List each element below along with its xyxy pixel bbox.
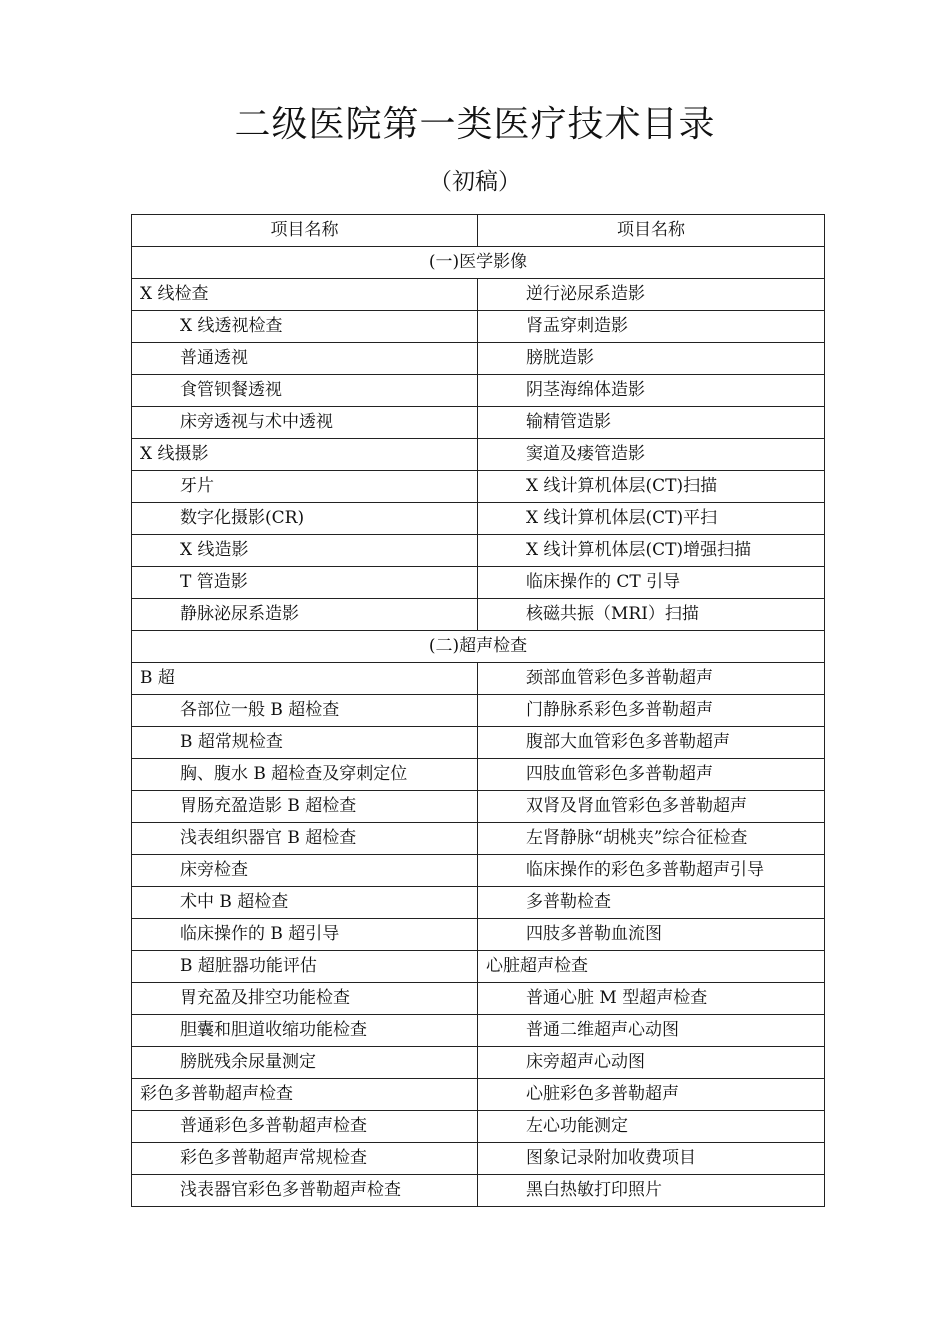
item-cell-left: 床旁检查	[132, 855, 478, 887]
item-cell-right: 图象记录附加收费项目	[478, 1143, 825, 1175]
item-cell-left: 浅表组织器官 B 超检查	[132, 823, 478, 855]
item-cell-right: X 线计算机体层(CT)平扫	[478, 503, 825, 535]
table-row	[132, 855, 825, 887]
item-cell-right: 输精管造影	[478, 407, 825, 439]
item-cell-right: 逆行泌尿系造影	[478, 279, 825, 311]
table-row	[132, 1111, 825, 1143]
table-row	[132, 599, 825, 631]
item-cell-left: 彩色多普勒超声常规检查	[132, 1143, 478, 1175]
table-row	[132, 791, 825, 823]
table-row	[132, 279, 825, 311]
item-cell-left: 普通彩色多普勒超声检查	[132, 1111, 478, 1143]
item-cell-right: 四肢血管彩色多普勒超声	[478, 759, 825, 791]
item-cell-left: 临床操作的 B 超引导	[132, 919, 478, 951]
table-row	[132, 951, 825, 983]
table-row	[132, 759, 825, 791]
table-row	[132, 919, 825, 951]
item-cell-left: 胃肠充盈造影 B 超检查	[132, 791, 478, 823]
catalog-table-body	[132, 215, 825, 1207]
table-row	[132, 375, 825, 407]
item-cell-right: 多普勒检查	[478, 887, 825, 919]
table-row	[132, 1079, 825, 1111]
item-cell-right: 窦道及瘘管造影	[478, 439, 825, 471]
table-row	[132, 311, 825, 343]
item-cell-right: 普通心脏 M 型超声检查	[478, 983, 825, 1015]
item-cell-left: 胃充盈及排空功能检查	[132, 983, 478, 1015]
item-cell-left: 术中 B 超检查	[132, 887, 478, 919]
table-row	[132, 407, 825, 439]
item-cell-right: 肾盂穿刺造影	[478, 311, 825, 343]
item-cell-left: 胆囊和胆道收缩功能检查	[132, 1015, 478, 1047]
item-cell-right: 心脏超声检查	[478, 951, 825, 983]
item-cell-left: 牙片	[132, 471, 478, 503]
item-cell-right: 左心功能测定	[478, 1111, 825, 1143]
item-cell-left: 食管钡餐透视	[132, 375, 478, 407]
item-cell-right: 膀胱造影	[478, 343, 825, 375]
item-cell-right: 临床操作的彩色多普勒超声引导	[478, 855, 825, 887]
item-cell-left: B 超脏器功能评估	[132, 951, 478, 983]
section-row	[132, 631, 825, 663]
document-title: 二级医院第一类医疗技术目录	[234, 104, 716, 145]
table-row	[132, 535, 825, 567]
item-cell-left: X 线造影	[132, 535, 478, 567]
table-row	[132, 1047, 825, 1079]
item-cell-left: 数字化摄影(CR)	[132, 503, 478, 535]
item-cell-right: 核磁共振（MRI）扫描	[478, 599, 825, 631]
item-cell-right: 四肢多普勒血流图	[478, 919, 825, 951]
table-row	[132, 1015, 825, 1047]
item-cell-left: 膀胱残余尿量测定	[132, 1047, 478, 1079]
column-header-right: 项目名称	[478, 215, 825, 247]
document-subtitle: （初稿）	[429, 169, 521, 195]
item-cell-right: 颈部血管彩色多普勒超声	[478, 663, 825, 695]
item-cell-left: 胸、腹水 B 超检查及穿刺定位	[132, 759, 478, 791]
item-cell-left: X 线透视检查	[132, 311, 478, 343]
table-row	[132, 1175, 825, 1207]
catalog-table	[131, 214, 825, 1207]
table-row	[132, 823, 825, 855]
item-cell-left: 浅表器官彩色多普勒超声检查	[132, 1175, 478, 1207]
table-row	[132, 1143, 825, 1175]
section-heading: (二)超声检查	[132, 631, 825, 663]
item-cell-right: 普通二维超声心动图	[478, 1015, 825, 1047]
item-cell-left: 静脉泌尿系造影	[132, 599, 478, 631]
table-row	[132, 343, 825, 375]
table-row	[132, 663, 825, 695]
table-row	[132, 695, 825, 727]
item-cell-left: X 线检查	[132, 279, 478, 311]
item-cell-left: T 管造影	[132, 567, 478, 599]
item-cell-right: 床旁超声心动图	[478, 1047, 825, 1079]
item-cell-left: 床旁透视与术中透视	[132, 407, 478, 439]
table-row	[132, 887, 825, 919]
table-row	[132, 727, 825, 759]
item-cell-left: 普通透视	[132, 343, 478, 375]
item-cell-right: 门静脉系彩色多普勒超声	[478, 695, 825, 727]
item-cell-left: B 超	[132, 663, 478, 695]
item-cell-right: 阴茎海绵体造影	[478, 375, 825, 407]
column-header-left: 项目名称	[132, 215, 478, 247]
item-cell-left: 各部位一般 B 超检查	[132, 695, 478, 727]
item-cell-right: 左肾静脉“胡桃夹”综合征检查	[478, 823, 825, 855]
item-cell-right: 双肾及肾血管彩色多普勒超声	[478, 791, 825, 823]
item-cell-right: X 线计算机体层(CT)扫描	[478, 471, 825, 503]
table-row	[132, 503, 825, 535]
item-cell-left: X 线摄影	[132, 439, 478, 471]
item-cell-right: X 线计算机体层(CT)增强扫描	[478, 535, 825, 567]
table-row	[132, 567, 825, 599]
table-header-row	[132, 215, 825, 247]
item-cell-left: 彩色多普勒超声检查	[132, 1079, 478, 1111]
table-row	[132, 439, 825, 471]
table-row	[132, 471, 825, 503]
item-cell-right: 心脏彩色多普勒超声	[478, 1079, 825, 1111]
item-cell-right: 黑白热敏打印照片	[478, 1175, 825, 1207]
table-row	[132, 983, 825, 1015]
section-heading: (一)医学影像	[132, 247, 825, 279]
item-cell-right: 临床操作的 CT 引导	[478, 567, 825, 599]
section-row	[132, 247, 825, 279]
item-cell-left: B 超常规检查	[132, 727, 478, 759]
item-cell-right: 腹部大血管彩色多普勒超声	[478, 727, 825, 759]
